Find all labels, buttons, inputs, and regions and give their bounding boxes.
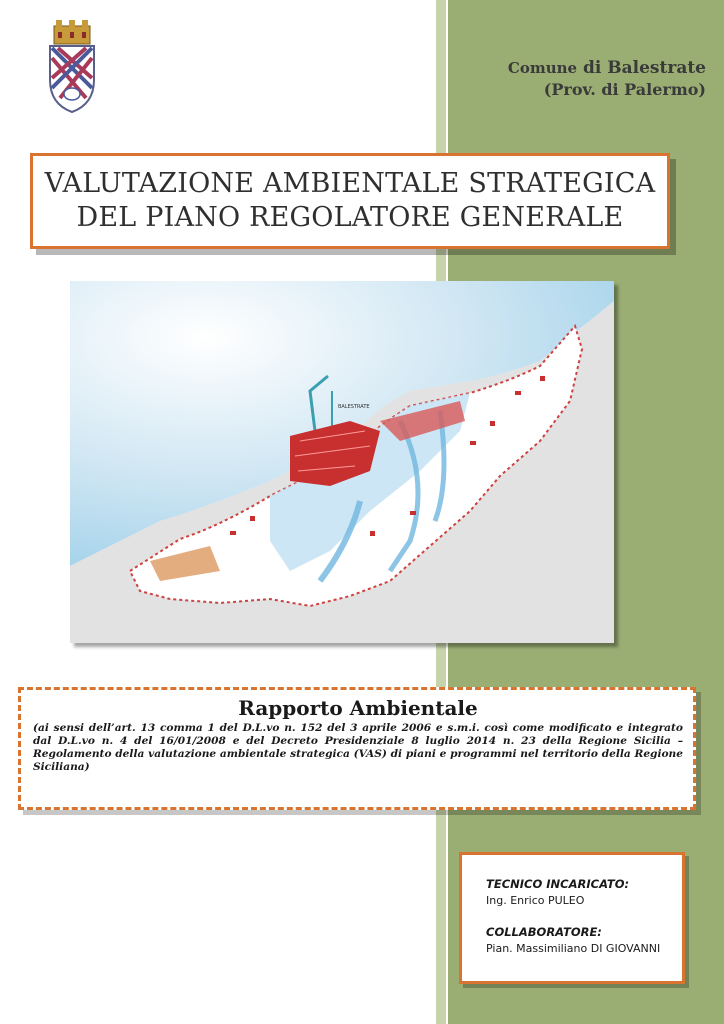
title-line-1: VALUTAZIONE AMBIENTALE STRATEGICA [44,168,656,199]
province: (Prov. di Palermo) [543,80,706,99]
territory-map [70,281,614,643]
municipal-crest-icon [46,18,98,114]
report-heading: Rapporto Ambientale [238,696,478,720]
comune-name: di Balestrate [583,58,706,78]
map-town-label: BALESTRATE [338,404,370,410]
title-line-2: DEL PIANO REGOLATORE GENERALE [76,202,624,233]
report-legal-reference: (ai sensi dell’art. 13 comma 1 del D.L.vo n. 152 del 3 aprile 2006 e s.m.i. così come modificato e integrato dal D.L.vo n. 4 del 16/01/2008 e del Decreto Presidenziale 8 luglio 2014 n. 23 della Regione Sicilia – Regolamento della valutazione ambientale strategica (VAS) di piani e programmi nel territorio della Regione Siciliana) [33,722,683,773]
credits-box [459,852,685,984]
document-title-box [30,153,670,249]
tecnico-name: Ing. Enrico PULEO [486,894,585,907]
tecnico-label: TECNICO INCARICATO: [486,877,630,891]
report-box [18,687,696,810]
collaboratore-label: COLLABORATORE: [486,925,602,939]
comune-prefix: Comune [507,59,578,77]
municipality-header [448,58,706,99]
collaboratore-name: Pian. Massimiliano DI GIOVANNI [486,942,661,955]
